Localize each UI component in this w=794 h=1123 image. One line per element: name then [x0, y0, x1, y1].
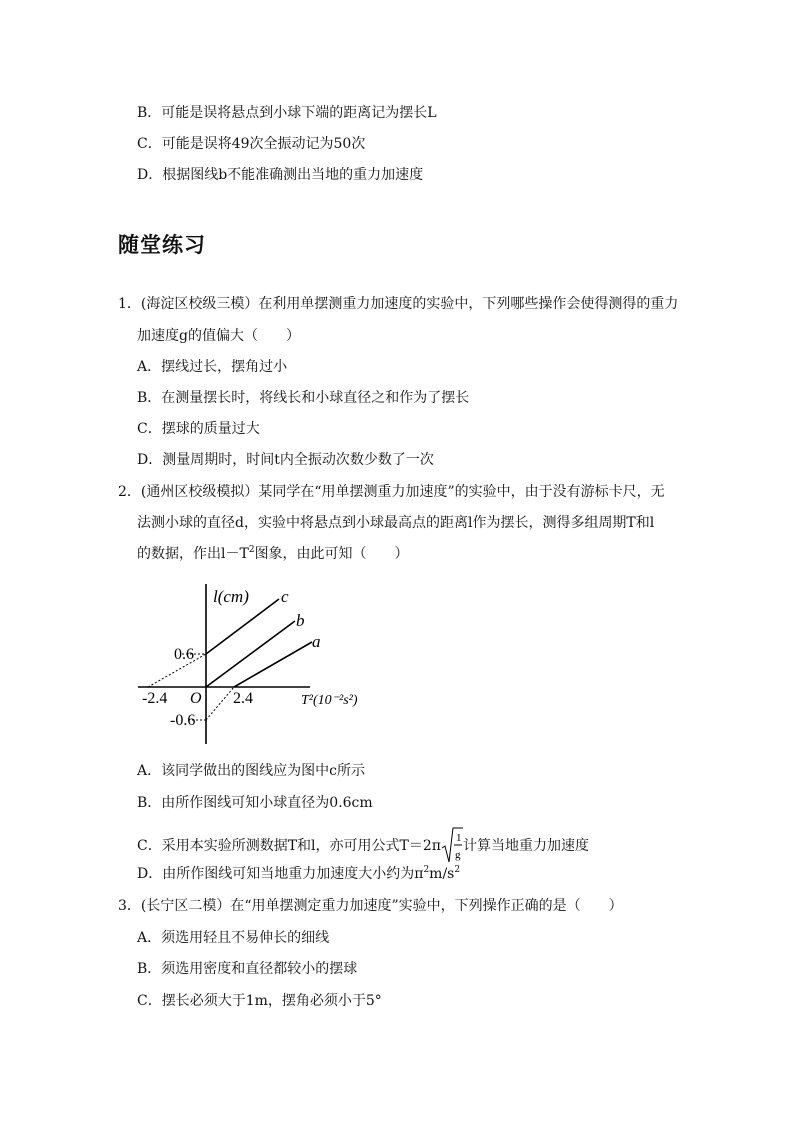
- tick-y-pos: 0.6: [174, 646, 194, 663]
- q3-option-a: A．须选用轻且不易伸长的细线: [137, 930, 330, 946]
- q1-option-c: C．摆球的质量过大: [137, 421, 260, 437]
- option-b-top: B．可能是误将悬点到小球下端的距离记为摆长L: [137, 105, 437, 121]
- line-label-c: c: [281, 587, 289, 606]
- tick-y-neg: -0.6: [170, 712, 196, 729]
- q1-option-d: D．测量周期时，时间t内全振动次数少数了一次: [137, 452, 434, 468]
- q1-stem-line1: 1．(海淀区校级三模）在利用单摆测重力加速度的实验中，下列哪些操作会使得测得的重力: [118, 296, 679, 312]
- line-label-b: b: [296, 611, 305, 630]
- q1-stem-line2: 加速度g的值偏大（ ）: [137, 328, 300, 344]
- q2-option-c: C．采用本实验所测数据T和l，亦可用公式T＝2π 1 g 计算当地重力加速度: [137, 826, 589, 866]
- sqrt-denominator: g: [454, 849, 461, 861]
- l-t2-graph: [138, 574, 388, 746]
- q2-stem-line2: 法测小球的直径d，实验中将悬点到小球最高点的距离l作为摆长，测得多组周期T和l: [137, 515, 655, 531]
- line-a-extension: [206, 687, 234, 720]
- q3-option-b: B．须选用密度和直径都较小的摆球: [137, 961, 358, 977]
- line-c: [206, 599, 279, 654]
- tick-x-neg: -2.4: [142, 690, 168, 707]
- line-a: [234, 642, 312, 687]
- q2-option-a: A．该同学做出的图线应为图中c所示: [137, 763, 365, 779]
- y-axis-label: l(cm): [213, 587, 249, 606]
- sqrt-formula: [441, 826, 463, 866]
- option-c-top: C．可能是误将49次全振动记为50次: [137, 136, 366, 152]
- option-d-top: D．根据图线b不能准确测出当地的重力加速度: [137, 167, 424, 183]
- line-label-a: a: [312, 632, 321, 651]
- sqrt-numerator: 1: [455, 832, 462, 844]
- section-title: 随堂练习: [118, 233, 206, 257]
- tick-x-pos: 2.4: [233, 690, 253, 707]
- q2-option-d: D．由所作图线可知当地重力加速度大小约为$\pi^2m/s^2$: [137, 865, 461, 882]
- q2-stem-line1: 2．(通州区校级模拟）某同学在“用单摆测重力加速度”的实验中，由于没有游标卡尺，无: [118, 484, 665, 500]
- q3-option-c: C．摆长必须大于1m，摆角必须小于5°: [137, 993, 382, 1009]
- origin-label: O: [190, 690, 202, 707]
- x-axis-label: T²(10⁻²s²): [301, 693, 358, 708]
- q1-option-b: B．在测量摆长时，将线长和小球直径之和作为了摆长: [137, 390, 470, 406]
- q2-stem-line3: 的数据，作出$l-T^2$图象，由此可知（ ）: [137, 545, 409, 562]
- q1-option-a: A．摆线过长，摆角过小: [137, 359, 288, 375]
- q2-option-b: B．由所作图线可知小球直径为0.6cm: [137, 795, 373, 811]
- q3-stem: 3．(长宁区二模）在“用单摆测定重力加速度”实验中，下列操作正确的是（ ）: [118, 898, 623, 914]
